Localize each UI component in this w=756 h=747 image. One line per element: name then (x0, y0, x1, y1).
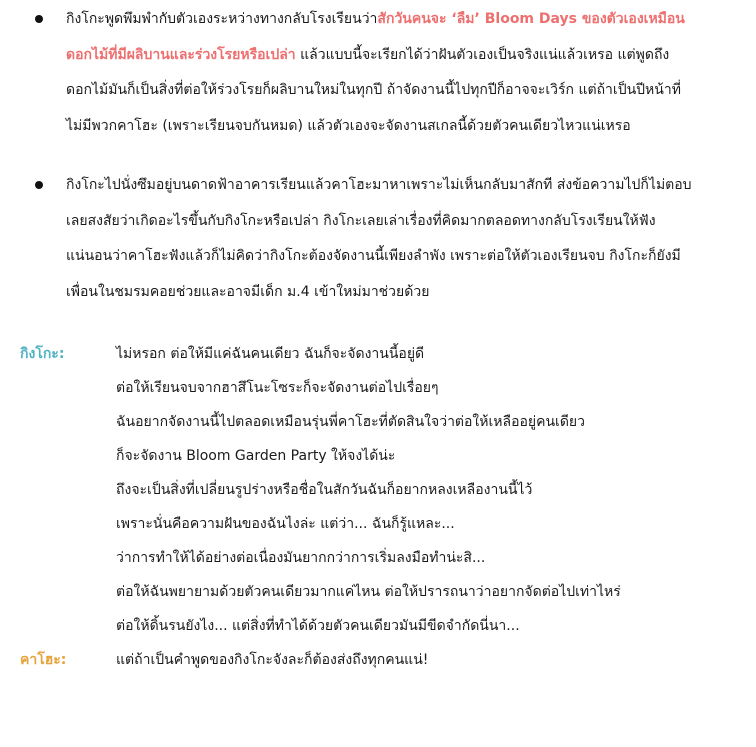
speech-text: เพราะนั่นคือความฝันของฉันไงล่ะ แต่ว่า... ฉันก็รู้แหละ... (116, 516, 455, 532)
dialogue-line (0, 643, 756, 677)
text-line: เลยสงสัยว่าเกิดอะไรขึ้นกับกิงโกะหรือเปล่า กิงโกะเลยเล่าเรื่องที่คิดมากตลอดทางกลับโรงเรียนให้ฟัง (66, 212, 656, 229)
speech-text: ฉันอยากจัดงานนี้ไปตลอดเหมือนรุ่นพี่คาโฮะที่ตัดสินใจว่าต่อให้เหลืออยู่คนเดียว (116, 414, 585, 430)
dialogue-line (0, 405, 756, 439)
summary-bullet-1 (0, 1, 756, 143)
speech-text: ก็จะจัดงาน Bloom Garden Party ให้จงได้น่ะ (116, 448, 396, 464)
bullet-dot-icon (35, 15, 43, 23)
highlighted-text: สักวันคนจะ ‘ลืม’ Bloom Days ของตัวเองเหมือน (377, 11, 685, 27)
speech-text: ต่อให้ฉันพยายามด้วยตัวคนเดียวมากแค่ไหน ต่อให้ปรารถนาว่าอยากจัดต่อไปเท่าไหร่ (116, 584, 621, 600)
summary-bullet-list (0, 0, 756, 309)
bullet-dot-icon (35, 181, 43, 189)
dialogue-line (0, 371, 756, 405)
dialogue-line (0, 507, 756, 541)
speech-text: ต่อให้เรียนจบจากฮาสึโนะโซระก็จะจัดงานต่อไปเรื่อยๆ (116, 380, 439, 396)
speaker-name-kaho: คาโฮะ: (20, 652, 67, 668)
dialogue-line (0, 575, 756, 609)
speech-text: ต่อให้ดิ้นรนยังไง... แต่สิ่งที่ทำได้ด้วยตัวคนเดียวมันมีขีดจำกัดนี่นา... (116, 618, 520, 634)
dialogue-line (0, 609, 756, 643)
speech-text: ถึงจะเป็นสิ่งที่เปลี่ยนรูปร่างหรือชื่อในสักวันฉันก็อยากหลงเหลืองานนี้ไว้ (116, 482, 533, 498)
dialogue-block (0, 337, 756, 677)
text-line: ดอกไม้ที่มีผลิบานและร่วงโรยหรือเปล่า แล้วแบบนี้จะเรียกได้ว่าฝันตัวเองเป็นจริงแน่แล้วเหรอ แต่พูดถึง (66, 46, 670, 63)
text-line: กิงโกะไปนั่งซึมอยู่บนดาดฟ้าอาคารเรียนแล้วคาโฮะมาหาเพราะไม่เห็นกลับมาสักที ส่งข้อความไปก็ไม่ตอบ (66, 177, 692, 193)
text-line: เพื่อนในชมรมคอยช่วยและอาจมีเด็ก ม.4 เข้าใหม่มาช่วยด้วย (66, 283, 430, 300)
dialogue-line (0, 541, 756, 575)
text-line: ไม่มีพวกคาโฮะ (เพราะเรียนจบกันหมด) แล้วตัวเองจะจัดงานสเกลนี้ด้วยตัวคนเดียวไหวแน่เหรอ (66, 117, 631, 134)
dialogue-line (0, 439, 756, 473)
dialogue-line (0, 473, 756, 507)
speaker-name-kingo: กิงโกะ: (20, 346, 65, 362)
text-line: แน่นอนว่าคาโฮะฟังแล้วก็ไม่คิดว่ากิงโกะต้องจัดงานนี้เพียงลำพัง เพราะต่อให้ตัวเองเรียนจบ กิงโกะก็ยังมี (66, 248, 681, 264)
speech-text: แต่ถ้าเป็นคำพูดของกิงโกะจังละก็ต้องส่งถึงทุกคนแน่! (116, 652, 429, 668)
text-line: กิงโกะพูดพึมพำกับตัวเองระหว่างทางกลับโรงเรียนว่าสักวันคนจะ ‘ลืม’ Bloom Days ของตัวเองเหมือน (66, 11, 685, 27)
text-line: ดอกไม้มันก็เป็นสิ่งที่ต่อให้ร่วงโรยก็ผลิบานใหม่ในทุกปี ถ้าจัดงานนี้ไปทุกปีก็อาจจะเวิร์ก แต่ถ้าเป็นปีหน้าที่ (66, 82, 681, 98)
dialogue-line (0, 337, 756, 371)
highlighted-text: ดอกไม้ที่มีผลิบานและร่วงโรยหรือเปล่า (66, 46, 296, 63)
summary-bullet-2 (0, 167, 756, 309)
speech-text: ไม่หรอก ต่อให้มีแค่ฉันคนเดียว ฉันก็จะจัดงานนี้อยู่ดี (116, 346, 425, 362)
speech-text: ว่าการทำให้ได้อย่างต่อเนื่องมันยากกว่าการเริ่มลงมือทำน่ะสิ... (116, 550, 486, 566)
